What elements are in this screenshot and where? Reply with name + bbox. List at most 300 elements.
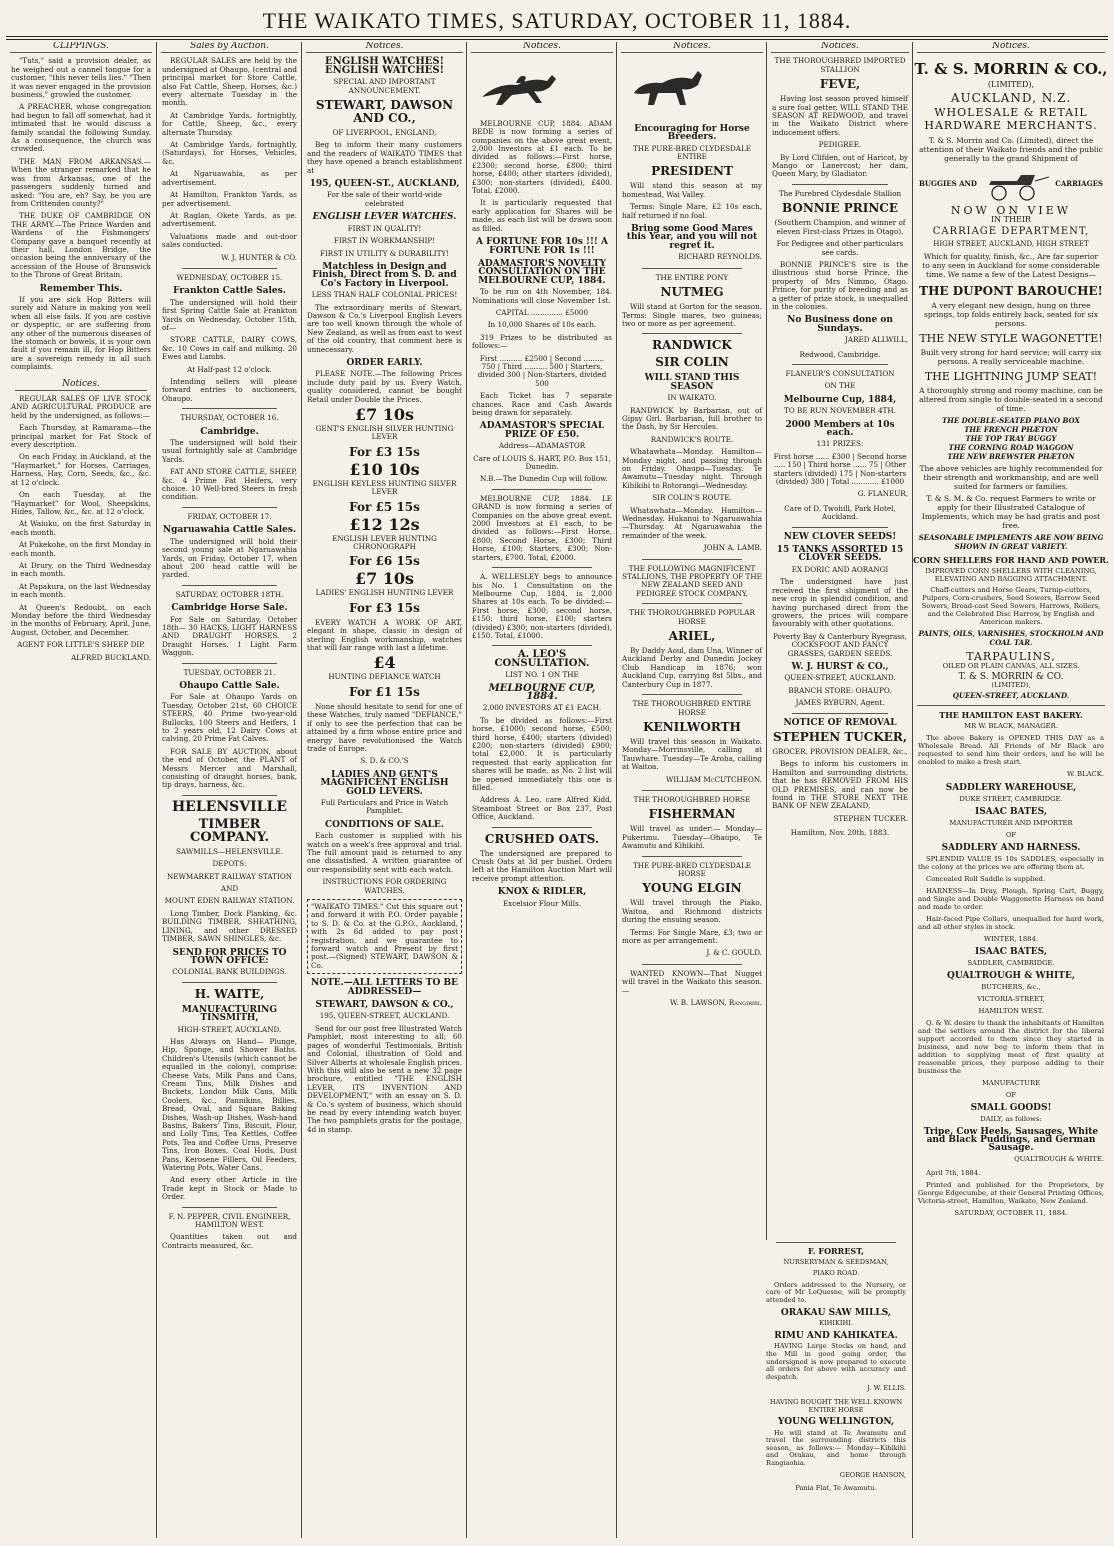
paragraph: Poverty Bay & Canterbury Ryegrass, COCKSFOOT AND FANCY GRASSES, GARDEN SEEDS. <box>772 631 908 658</box>
paragraph: The Purebred Clydesdale Stallion <box>778 188 902 198</box>
paragraph: Having lost season proved himself a sure foal getter, WILL STAND THE SEASON AT REDWOOD, and travel in the Waikato District where inducement offers. <box>772 94 908 137</box>
paragraph: At Half-past 12 o'clock. <box>187 364 272 374</box>
date-line: SATURDAY, OCTOBER 18TH. <box>175 589 284 599</box>
ad-city: AUCKLAND, N.Z. <box>950 90 1072 105</box>
address: QUEEN-STREET, AUCKLAND. <box>952 690 1070 700</box>
section-heading: 15 TANKS ASSORTED 15 CLOVER SEEDS. <box>776 545 904 564</box>
divider <box>182 507 277 508</box>
paragraph: By Daddy Aoul, dam Una. Winner of Auckland Derby and Dunedin Jockey Club Handicap in 1876; won Auckland Cup, carrying 8st 5lbs., and Canterbury Cup in 1877. <box>622 646 762 689</box>
paragraph: HIGH-STREET, AUCKLAND. <box>177 1024 282 1034</box>
imprint-date: SATURDAY, OCTOBER 11, 1884. <box>954 1208 1068 1217</box>
divider <box>492 645 592 646</box>
paragraph: At Waiuku, on the first Saturday in each month. <box>11 519 151 537</box>
paragraph: At Pukekohe, on the first Monday in each month. <box>11 540 151 558</box>
paragraph: AND <box>220 884 239 894</box>
divider <box>182 1207 277 1208</box>
paragraph: Which for quality, finish, &c., Are far superior to any seen in Auckland for some considerable time. We name a few of the Latest Designs— <box>922 251 1100 279</box>
paragraph: HAMILTON WEST. <box>978 1006 1044 1015</box>
horse-name: PRESIDENT <box>651 164 733 179</box>
section-heading: Tripe, Cow Heels, Sausages, White and Black Puddings, and German Sausage. <box>923 1126 1099 1153</box>
paragraph: Hamilton, Nov. 20th, 1883. <box>790 828 890 838</box>
paragraph: The undersigned are prepared to Crush Oats at 3d per bushel. Orders left at the Hamilton Auction Mart will receive prompt attention. <box>472 848 612 883</box>
paragraph: ON THE <box>824 381 856 391</box>
paragraph: SPECIAL AND IMPORTANT ANNOUNCEMENT. <box>333 77 436 95</box>
column-sales-by-auction <box>156 42 302 1538</box>
paragraph: Address A. Leo, care Alfred Kidd, Steamboat Street or Box 237, Post Office, Auckland. <box>472 795 612 822</box>
section-heading: Encouraging for Horse Breeders. <box>634 123 750 143</box>
paragraph: Orders addressed to the Nursery, or care of Mr LeQuesne, will be promptly attended to. <box>766 1280 906 1304</box>
paragraph: The above Bakery is OPENED THIS DAY as a Wholesale Bread. All Friends of Mr Black are requested to send him their orders, and he will be enabled to make a fresh start. <box>918 733 1104 766</box>
ad-subtitle: (LIMITED), <box>991 681 1031 690</box>
column-clippings <box>6 42 156 1538</box>
paragraph: EVERY WATCH A WORK OF ART, elegant in shape, classic in design of sterling English workmanship, watches that will fair range with last a lifetime. <box>307 617 462 653</box>
paragraph: HAVING Large Stocks on hand, and the Mill in good going order, the undersigned is now prepared to execute all orders for above with accuracy and despatch. <box>766 1342 906 1381</box>
paragraph: If you are sick Hop Bitters will surely aid Nature in making you well when all else fails. If you are costive or dyspeptic, or are suffering from any other of the numerous diseases of the stomach or bowels, it is your own fault if you remain ill, for Hop Bitters are a sovereign remedy in all such complaints. <box>11 294 151 372</box>
paragraph: A thoroughly strong and roomy machine, can be altered from single to double-seated in a second of time. <box>919 385 1103 413</box>
paragraph: THE ENTIRE PONY <box>655 272 729 282</box>
paragraph: Quantities taken out and Contracts measured, &c. <box>162 1232 297 1250</box>
column-heading: Notices. <box>471 42 613 53</box>
divider <box>792 184 888 185</box>
column-morrin <box>912 42 1109 1538</box>
paragraph: BONNIE PRINCE'S sire is the illustrious stud horse Prince, the property of Mrs Nimmo, Otago. Prince, for purity of breeding and as a getter of prize stock, is unequalled in the colonies. <box>772 259 908 311</box>
paragraph: ENGLISH KEYLESS HUNTING SILVER LEVER <box>312 478 457 497</box>
divider <box>182 585 277 586</box>
signature: RICHARD REYNOLDS. <box>678 252 762 262</box>
paragraph: REGULAR SALES OF LIVE STOCK AND AGRICULTURAL PRODUCE are held by the undersigned, as follows:— <box>11 394 151 420</box>
signature: G. FLANEUR, <box>857 489 908 499</box>
paragraph: 131 PRIZES: <box>816 439 864 449</box>
signature: WILLIAM McCUTCHEON. <box>665 774 762 784</box>
paragraph: 319 Prizes to be distributed as follows:— <box>472 332 612 351</box>
paragraph: NEWMARKET RAILWAY STATION <box>166 871 293 881</box>
paragraph: PLEASE NOTE.—The following Prices include duty paid by us. Every Watch, quality considered, cannot be bought Retail under Double the Prices. <box>307 369 462 404</box>
paragraph: STORE CATTLE, DAIRY COWS, &c. 10 Cows in calf and milking. 20 Ewes and Lambs. <box>162 335 297 362</box>
section-heading: CORN SHELLERS FOR HAND AND POWER. <box>913 554 1109 565</box>
paragraph: For the sale of their world-wide celebrated <box>326 190 443 208</box>
price: For £3 15s <box>349 600 420 615</box>
bottom-small-ads <box>766 1240 906 1538</box>
vehicle-list-item: THE CORNING ROAD WAGGON <box>948 442 1074 452</box>
section-heading: ADAMASTOR'S NOVELTY CONSULTATION ON THE MELBOURNE CUP, 1884. <box>477 258 607 286</box>
paragraph: MELBOURNE CUP, 1884. ADAM BEDE is now forming a series of companies on the above great event, 2,000 Investors at £1 each. To be divided as follows:—First horse, £2300; second horse, £800; third horse, £400; other starters (divided), £300; non-starters (divided), £400. Total, £2000. <box>472 118 612 196</box>
paragraph: BUTCHERS, &c., <box>981 982 1041 991</box>
paragraph: BRANCH STORE: OHAUPO. <box>788 685 892 695</box>
section-heading: KNOX & RIDLER, <box>497 887 587 898</box>
section-heading: SEND FOR PRICES TO TOWN OFFICE: <box>172 947 287 966</box>
paragraph: To be run on 4th November, 184. Nominations will close November 1st. <box>472 287 612 305</box>
address: 195, QUEEN-ST., AUCKLAND, <box>309 179 460 190</box>
paragraph: THE THOROUGHBRED POPULAR HORSE <box>629 608 755 626</box>
paragraph: A. WELLESLEY begs to announce his No. 1 Consultation on the Melbourne Cup, 1884, is 2,000 Shares at 10s each. To be divided:—First horse, £300; second horse, £150; third horse, £100; starters (divided) £300; non-starters (divided), £150. Total, £1000. <box>472 572 612 640</box>
divider <box>642 333 742 334</box>
paragraph: NURSERYMAN & SEEDSMAN, <box>783 1257 889 1266</box>
horse-name: RANDWICK <box>652 338 732 353</box>
section-heading: Melbourne Cup, 1884, <box>783 394 897 405</box>
paragraph: For Sale at Ohaupo Yards on Tuesday, October 21st, 60 CHOICE STEERS, 40 Prime two-year-old Bullocks, 100 Steers and Heifers, 1 to 2 years old, 12 Dairy Cows at calving, 20 Prime Fat Calves. <box>162 692 297 744</box>
paragraph: To be divided as follows:—First horse, £1000; second horse, £500; third horse, £400; starters (divided) £200; non-starters (divided) £900; total £2,000. It is particularly requested that early application for shares will be made, as No. 2 list will be opened immediately this one is filled. <box>472 715 612 793</box>
paragraph: Chaff-cutters and Horse Gears, Turnip-cutters, Pulpers, Corn-crushers, Seed Sowers, Barrow Seed Sowers, Broad-cast Seed Sowers, Harrows, Rollers, and the Celebrated Disc Harrow, by English and American makers. <box>921 586 1101 627</box>
signature: JARED ALLWILL, <box>845 335 908 345</box>
signature: W. BLACK. <box>1067 769 1104 778</box>
section-heading: Matchless in Design and Finish, Direct from S. D. and Co's Factory in Liverpool. <box>312 261 457 289</box>
column-heading: CLIPPINGS. <box>10 42 152 53</box>
paragraph: The extraordinary merits of Stewart, Dawson & Co.'s Liverpool English Levers are too well known through the whole of New Zealand, as well as from east to west of the old country, that comment here is unnecessary. <box>307 302 462 354</box>
signature: QUALTROUGH & WHITE. <box>1014 1154 1104 1163</box>
paragraph: The undersigned will hold their second young sale at Ngaruawahia Yards, on Friday, October 17, when about 200 head cattle will be yarded. <box>162 536 297 580</box>
paragraph: Whatawhata—Monday. Hamilton—Wednesday. Hukanui to Ngaruawahia—Thursday. At Ngaruawahia the remainder of the week. <box>622 505 762 540</box>
paragraph: DEPOTS: <box>212 859 247 869</box>
paragraph: Begs to inform his customers in Hamilton and surrounding districts, that he has REMOVED FROM HIS OLD PREMISES, and can now be found in THE STORE NEXT THE BANK OF NEW ZEALAND, <box>772 759 908 811</box>
section-heading: ORDER EARLY. <box>346 357 423 368</box>
prize-table: First .......... £2500 | Second ......... 750 | Third .......... 500 | Starters, divided 300 | Non-Starters, divided 500 <box>477 353 607 388</box>
ad-label: BUGGIES AND <box>919 179 977 189</box>
ad-subtitle: IN THEIR <box>990 214 1032 224</box>
divider <box>182 982 277 983</box>
paragraph: INSTRUCTIONS FOR ORDERING WATCHES. <box>322 877 447 895</box>
section-heading: Remember This. <box>39 283 123 294</box>
paragraph: GROCER, PROVISION DEALER, &c., <box>772 746 908 756</box>
paragraph: The undersigned will hold their first Spring Cattle Sale at Frankton Yards on Wednesday, October 15th, of— <box>162 297 297 332</box>
section-heading: SADDLERY AND HARNESS. <box>941 842 1081 853</box>
paragraph: 195, QUEEN-STREET, AUCKLAND. <box>319 1011 450 1021</box>
paragraph: VICTORIA-STREET, <box>977 994 1045 1003</box>
paragraph: "Tuts," said a provision dealer, as he weighed out a cannel tongue for a customer, "this never tells lies." "Then it was never engaged in the provision business," growled the customer. <box>11 56 151 100</box>
paragraph: Each Thursday, at Ramarama—the principal market for Fat Stock of every description. <box>11 423 151 450</box>
paragraph: AGENT FOR LITTLE'S SHEEP DIP. <box>17 640 145 650</box>
paragraph: THE THOROUGHBRED IMPORTED STALLION <box>774 56 906 74</box>
paragraph: Pania Flat, Te Awamutu. <box>795 1484 877 1493</box>
prize-table: First horse ...... £300 | Second horse ..... 150 | Third horse ...... 75 | Other starters (divided) 175 | Non-starters (divided) 300 | Total ............ £1000 <box>773 451 907 487</box>
section-heading: MANUFACTURING TINSMITH, <box>181 1004 278 1024</box>
paragraph: Each customer is supplied with his watch on a week's free approval and trial. The full amount paid is returned to any one dissatisfied. A written guarantee of our responsibility sent with each watch. <box>307 831 462 874</box>
section-heading: A FORTUNE FOR 10s !!! A FORTUNE FOR 1s !!! <box>476 237 608 256</box>
signature: T. & S. MORRIN & CO. <box>958 672 1064 683</box>
column-heading: Notices. <box>917 42 1105 53</box>
paragraph: FLANEUR'S CONSULTATION <box>785 368 895 378</box>
price: For £5 15s <box>349 499 420 514</box>
paragraph: Concealed Roll Saddle is supplied. <box>926 874 1046 883</box>
divider <box>776 1242 896 1243</box>
paragraph: THE THOROUGHBRED HORSE <box>633 794 751 804</box>
paragraph: OF LIVERPOOL, ENGLAND, <box>332 128 437 138</box>
divider <box>492 827 592 828</box>
paragraph: In 10,000 Shares of 10s each. <box>487 320 597 330</box>
ad-label: CARRIAGES <box>1055 179 1103 189</box>
paragraph: Will stand this season at my homestead, Wai Valley. <box>622 181 762 199</box>
section-heading: W. J. HURST & CO., <box>791 661 889 672</box>
paragraph: FIRST IN QUALITY! <box>347 223 422 233</box>
divider <box>642 603 742 604</box>
paragraph: SPLENDID VALUE IS 10s SADDLES, especially in the colony at the prices we are offering them at. <box>918 854 1104 871</box>
paragraph: At Queen's Redoubt, on each Monday before the third Wednesday in the months of February, April, June, August, October, and December. <box>11 602 151 637</box>
column-melbourne-cup <box>466 42 617 1538</box>
paragraph: LESS THAN HALF COLONIAL PRICES! <box>311 290 458 300</box>
paragraph: PIAKO ROAD. <box>812 1269 860 1278</box>
column-stewart-dawson <box>301 42 467 1538</box>
vehicle-list-item: THE NEW BREWSTER PHÆTON <box>947 451 1075 461</box>
signature: GEORGE HANSON, <box>839 1470 906 1479</box>
masthead-rule <box>6 36 1108 37</box>
ad-title: F. FORREST, <box>807 1246 865 1256</box>
section-heading: Bring some Good Mares this Year, and you will not regret it. <box>626 224 758 251</box>
paragraph: QUEEN-STREET, AUCKLAND. <box>784 673 896 683</box>
price: £4 <box>373 653 396 673</box>
paragraph: By Lord Clifden, out of Haricot, by Mango or Lanercost; her dam, Queen Mary, by Gladiator. <box>772 152 908 179</box>
section-heading: Frankton Cattle Sales. <box>173 286 286 297</box>
ad-title: STEWART, DAWSON AND CO., <box>315 98 454 126</box>
paragraph: DAILY, as follows: <box>980 1114 1042 1123</box>
paragraph: THE DUKE OF CAMBRIDGE ON THE ARMY.—The Prince Warden and Wardens of the Fishmongers' Company gave a banquet recently at their hall, London Bridge, the occasion being the anniversary of the accession of the House of Brunswick to the Throne of Great Britain. <box>11 211 151 280</box>
paragraph: Care of LOUIS S. HART, P.O. Box 151, Dunedin. <box>473 453 611 472</box>
section-heading: Ngaruawahia Cattle Sales. <box>162 525 297 536</box>
divider <box>642 694 742 695</box>
signature: W. B. LAWSON, Rangiriri. <box>670 998 762 1008</box>
price: For £6 15s <box>349 554 420 569</box>
paragraph: FAT AND STORE CATTLE, SHEEP, &c. 4 Prime Fat Heifers, very choice. 10 Well-bred Steers in fresh condition. <box>162 467 297 502</box>
paragraph: Hair-faced Pipe Collars, unequalled for hard work, and all other styles in stock. <box>918 914 1104 931</box>
horse-name: FISHERMAN <box>648 807 736 822</box>
section-heading: Cambridge Horse Sale. <box>171 603 288 614</box>
paragraph: HARNESS—In Dray, Plough, Spring Cart, Buggy, and Single and Double Waggonette Harness on hand and made to order. <box>918 886 1104 911</box>
signature: ISAAC BATES, <box>975 946 1047 957</box>
paragraph: Built very strong for hard service; will carry six persons. A really serviceable machine. <box>920 347 1102 366</box>
imprint: Printed and published for the Proprietors, by George Edgecumbe, at their General Printing Offices, Victoria-street, Hamilton, Waikato, New Zealand. <box>918 1180 1104 1205</box>
paragraph: IN WAIKATO. <box>667 393 717 403</box>
paragraph: A PREACHER, whose congregation had begun to fall off somewhat, had it intimated that he would discuss a family scandal the following Sunday. As a consequence, the church was crowded. <box>11 102 151 154</box>
section-heading: SEASONABLE IMPLEMENTS ARE NOW BEING SHOWN IN GREAT VARIETY. <box>918 532 1104 551</box>
paragraph: LADIES' ENGLISH HUNTING LEVER <box>315 588 454 598</box>
paragraph: The undersigned will hold their usual fortnightly sale at Cambridge Yards. <box>162 438 297 464</box>
paragraph: S. D. & CO.'S <box>360 756 409 766</box>
horse-illustration <box>622 63 712 111</box>
divider <box>182 408 277 409</box>
vehicle-list-item: THE FRENCH PHÆTON <box>964 424 1058 434</box>
paragraph: Will travel as under:— Monday—Pukerimu. Tuesday—Ohaupo, Te Awamutu and Kihikihi. <box>622 824 762 851</box>
paragraph: SAWMILLS—HELENSVILLE. <box>176 846 283 856</box>
ad-title: THE HAMILTON EAST BAKERY. <box>939 709 1083 720</box>
paragraph: A very elegant new design, hung on three springs, top folds entirely back, seated for six persons. <box>924 300 1098 328</box>
paragraph: MANUFACTURER AND IMPORTER <box>949 818 1073 827</box>
paragraph: GENT'S ENGLISH SILVER HUNTING LEVER <box>315 424 454 442</box>
paragraph: Q. & W. desire to thank the inhabitants of Hamilton and the settlers around the district for the liberal support accorded to them since they started in business, and now beg to inform them that in addition to supplying meat of first quality at reasonable prices, they purpose adding to their business the <box>918 1018 1104 1075</box>
divider <box>642 964 742 965</box>
divider <box>642 268 742 269</box>
divider <box>792 364 888 365</box>
price: £7 10s <box>354 569 415 589</box>
paragraph: MOUNT EDEN RAILWAY STATION. <box>164 896 295 906</box>
signature: J. W. ELLIS. <box>867 1384 906 1393</box>
paragraph: THE PURE-BRED CLYDESDALE ENTIRE <box>632 143 752 162</box>
paragraph: For Pedigree and other particulars see cards. <box>776 239 904 257</box>
divider <box>492 567 592 568</box>
date-line: THURSDAY, OCTOBER 16. <box>180 413 279 423</box>
ad-subtitle: (LIMITED), <box>987 80 1035 90</box>
section-heading: CONDITIONS OF SALE. <box>324 819 445 830</box>
paragraph: RANDWICK'S ROUTE. <box>650 434 734 444</box>
carriage-illustration-row <box>919 167 1103 201</box>
paragraph: HUNTING DEFIANCE WATCH <box>328 672 441 682</box>
paragraph: T. & S. M. & Co. request Farmers to write or apply for their Illustrated Catalogue of Implements, which may be had gratis and post free. <box>921 493 1101 530</box>
section-heading: ENGLISH LEVER WATCHES. <box>312 212 457 223</box>
paragraph: Will travel this season in Waikato. Monday—Morrinsville, calling at Tauwhare. Tuesday—Te Aroha, calling at Waitoa. <box>622 736 762 772</box>
paragraph: PEDIGREE. <box>818 140 862 150</box>
address: HIGH STREET, AUCKLAND, HIGH STREET <box>933 240 1089 249</box>
paragraph: ENGLISH LEVER HUNTING CHRONOGRAPH <box>332 533 437 552</box>
paragraph: At Hamilton, Frankton Yards, as per advertisement. <box>162 190 297 208</box>
ad-heading: NOW ON VIEW <box>950 204 1072 218</box>
paragraph: SADDLER, CAMBRIDGE. <box>967 958 1055 967</box>
paragraph: At Ngaruawahia, as per advertisement. <box>162 169 297 187</box>
section-heading: Ohaupo Cattle Sale. <box>179 680 280 691</box>
paragraph: At Drury, on the Third Wednesday in each month. <box>11 560 151 579</box>
paragraph: FIRST IN UTILITY & DURABILITY! <box>319 248 450 258</box>
paragraph: Has Always on Hand— Plunge, Hip, Sponge, and Shower Baths. Children's Utensils (which cannot be equalled in the colony), comprise: Cheese Vats, Milk Pans and Cans, Cream Tins, Milk Dishes and Buckets, London Milk Cans, Milk Coolers, &c., Pannikins, Billies, Bread, Oval, and Square Baking Dishes, Wash-up Dishes, Wash-hand Basins, Bakers' Tins, Biscuit, Flour, and Lolly Tins, Tea Kettles, Coffee Pots, Tea and Coffee Urns, Preserve Tins, Iron Boxes, Coal Hods, Dust Pans, Kerosene Fillers, Oil Feeders, Watering Pots, Water Cans. <box>162 1036 297 1173</box>
divider <box>642 790 742 791</box>
divider <box>182 795 277 796</box>
paragraph: KIHIKIHI. <box>819 1319 853 1328</box>
paragraph: SIR COLIN'S ROUTE. <box>652 493 732 503</box>
date-line: FRIDAY, OCTOBER 17. <box>187 511 272 521</box>
paragraph: Whatawhata—Monday. Hamilton—Monday night, and passing through on Friday. Ohaupo—Tuesday. Te Awamutu—Tuesday night. Through Kihikihi to Rotorangi—Wednesday. <box>622 447 762 490</box>
section-heading: SMALL GOODS! <box>970 1102 1052 1113</box>
ad-title: QUALTROUGH & WHITE, <box>947 970 1075 981</box>
ad-heading: CARRIAGE DEPARTMENT, <box>932 226 1090 238</box>
paragraph: April 7th, 1884. <box>926 1168 981 1177</box>
paragraph: Address—ADAMASTOR <box>498 441 586 451</box>
price: For £3 15s <box>349 444 420 459</box>
paragraph: 2,000 INVESTORS AT £1 EACH. <box>482 703 602 713</box>
signature: STEPHEN TUCKER. <box>833 813 908 823</box>
paragraph: And every other Article in the Trade kept in Stock or Made to Order. <box>162 1175 297 1202</box>
vehicle-list-item: THE DOUBLE-SEATED PIANO BOX <box>942 415 1080 425</box>
paragraph: On each Friday, in Auckland, at the "Haymarket," for Horses, Carriages, Harness, Hay, Corn, Seeds, &c., &c. at 12 o'clock. <box>11 452 151 487</box>
vehicle-title: THE NEW STYLE WAGONETTE! <box>919 331 1103 345</box>
paragraph: HAVING BOUGHT THE WELL KNOWN ENTIRE HORSE <box>769 1397 903 1414</box>
paragraph: Each Ticket has 7 separate chances. Race and Cash Awards being drawn for separately. <box>472 391 612 417</box>
section-heading: WILL STAND THIS SEASON <box>644 373 740 392</box>
section-heading: NOTE.—ALL LETTERS TO BE ADDRESSED— <box>311 978 458 997</box>
paragraph: Terms: Single Mare, £2 10s each, half returned if no foal. <box>622 202 762 220</box>
section-heading: RIMU AND KAHIKATEA. <box>774 1330 898 1341</box>
date-line: WEDNESDAY, OCTOBER 15. <box>176 272 283 282</box>
paragraph: T. & S. Morrin and Co. (Limited), direct the attention of their Waikato friends and the public generally to the grand Shipment of <box>919 136 1103 164</box>
paragraph: Care of D. Twohill, Park Hotel, Auckland. <box>784 503 896 522</box>
paragraph: WANTED KNOWN—That Nugget will travel in the Waikato this season.— <box>622 968 762 995</box>
paragraph: MELBOURNE CUP, 1884. LE GRAND is now forming a series of Companies on the above great event. 2000 Investors at £1 each, to be divided as follows:—First Horse, £800; Second Horse, £300; Third Horse, £100; Starters, £300; Non-starters, £700. Total, £2000. <box>472 493 612 562</box>
paragraph: It is particularly requested that early application for Shares will be made, as each list will be drawn soon as filled. <box>472 198 612 233</box>
section-heading: LADIES AND GENT'S MAGNIFICENT ENGLISH GOLD LEVERS. <box>320 769 449 797</box>
signature: W. J. HUNTER & CO. <box>221 252 297 262</box>
divider <box>492 489 592 490</box>
paragraph: Intending sellers will please forward entries to auctioneers, Ohaupo. <box>162 377 297 403</box>
ad-title: CRUSHED OATS. <box>484 831 600 846</box>
horse-name: YOUNG ELGIN <box>642 881 742 896</box>
paragraph: THE THOROUGHBRED ENTIRE HORSE <box>632 699 752 717</box>
paragraph: The undersigned have just received the first shipment of the new crop in splendid condition, and having purchased direct from the growers, the prices will compare favourably with other quotations. <box>772 577 908 629</box>
paragraph: Full Particulars and Price in Watch Pamphlet. <box>320 797 449 816</box>
paragraph: Send for our post free Illustrated Watch Pamphlet, most interesting to all; 60 pages of wonderful Testimonials, British and Colonial, illustration of Gold and Silver Alberts at wholesale English prices. With this will also be sent a new 32 page brochure, entitled "THE ENGLISH LEVER, ITS INVENTION AND DEVELOPMENT," with an essay on S. D. & Co.'s system of business, which should be read by every intending watch buyer. The two pamphlets gratis for the postage, 4d in stamp. <box>307 1023 462 1134</box>
paragraph: None should hesitate to send for one of these Watches, truly named "DEFIANCE," if only to see the perfection that can be attained by a firm whose entire price and energy have revolutionised the Watch trade of Europe. <box>307 701 462 753</box>
price: £12 12s <box>349 514 420 534</box>
paragraph: Excelsior Flour Mills. <box>502 898 582 908</box>
paragraph: N.B.—The Dunedin Cup will follow. <box>480 474 608 484</box>
paragraph: RANDWICK by Barbarian, out of Gipsy Girl. Barbarian, full brother to the Dash, by Sir Hercules. <box>622 405 762 432</box>
divider <box>642 856 742 857</box>
section-heading: NOTICE OF REMOVAL <box>783 717 897 728</box>
ad-title: T. & S. MORRIN & CO., <box>914 60 1108 79</box>
price: £7 10s <box>354 405 415 424</box>
divider <box>182 268 277 269</box>
paragraph: Beg to inform their many customers and the readers of WAIKATO TIMES that they have opened a branch establishment at <box>307 140 462 175</box>
paragraph: Will travel through the Piako, Waitoa, and Richmond districts during the ensuing season. <box>622 898 762 925</box>
paragraph: On each Tuesday, at the "Haymarket" for Wool, Sheepskins, Hides, Tallow, &c., &c. at 12 o'clock. <box>11 490 151 516</box>
paragraph: Will stand at Gorton for the season. Terms: Single mares, two guineas; two or more as per agreement. <box>622 302 762 328</box>
horse-name: BONNIE PRINCE <box>782 201 898 216</box>
horse-name: NUTMEG <box>660 285 724 300</box>
column-heading: Notices. <box>621 42 763 53</box>
paragraph: Redwood, Cambridge. <box>799 349 881 359</box>
ad-title: ENGLISH WATCHES! ENGLISH WATCHES! <box>324 56 445 76</box>
ad-title: ISAAC BATES, <box>975 806 1047 817</box>
paragraph: At Papakura, on the last Wednesday in each month. <box>11 581 151 600</box>
columns <box>6 42 1108 1538</box>
column-heading: Notices. <box>771 42 909 53</box>
paragraph: JAMES RYBURN, Agent. <box>795 698 885 708</box>
column-heading: Notices. <box>15 380 147 391</box>
paragraph: REGULAR SALES are held by the undersigned at Ohaupo, (central and principal market for Store Cattle, also Fat Cattle, Sheep, Horses, &c.) every alternate Tuesday in the month. <box>162 56 297 108</box>
horse-name: SIR COLIN <box>655 355 729 370</box>
paragraph: Valuations made and out-door sales conducted. <box>162 231 297 250</box>
paragraph: EX DORIC AND AORANGI <box>791 564 889 574</box>
paragraph: FOR SALE BY AUCTION, about the end of October, the PLANT of Messrs Mercer and Marshall, consisting of draught horses, bank, tip drays, harness, &c. <box>162 746 297 790</box>
carriage-illustration <box>981 167 1051 201</box>
ad-heading: WHOLESALE & RETAIL HARDWARE MERCHANTS. <box>924 106 1098 133</box>
section-heading: TARPAULINS, <box>966 650 1056 664</box>
ad-title: STEPHEN TUCKER, <box>772 729 908 744</box>
masthead: THE WAIKATO TIMES, SATURDAY, OCTOBER 11, 1884. <box>262 8 852 33</box>
paragraph: F. N. PEPPER, CIVIL ENGINEER, HAMILTON WEST. <box>168 1211 291 1230</box>
paragraph: At Cambridge Yards, fortnightly, for Cattle, Sheep, &c., every alternate Thursday. <box>162 110 297 137</box>
paragraph: FIRST IN WORKMANSHIP! <box>333 236 436 246</box>
paragraph: (Southern Champion, and winner of eleven First-class Prizes in Otago). <box>774 218 906 236</box>
paragraph: DUKE STREET, CAMBRIDGE. <box>959 794 1063 803</box>
paragraph: COLONIAL BANK BUILDINGS. <box>172 967 287 977</box>
signature: JOHN A. LAMB. <box>703 543 762 553</box>
paragraph: Long Timber, Dock Planking, &c. BUILDING TIMBER, SHEATHING, LINING, and other DRESSED TIMBER, SAWN SHINGLES, &c. <box>162 908 297 944</box>
ad-title: TIMBER COMPANY. <box>190 816 269 845</box>
ad-title: HELENSVILLE <box>171 798 288 815</box>
paragraph: CAPITAL .............. £5000 <box>495 307 589 317</box>
paragraph: WINTER, 1884. <box>983 934 1038 943</box>
section-heading: STEWART, DAWSON & CO., <box>315 1000 454 1011</box>
paragraph: OF <box>1005 830 1017 839</box>
paragraph: MR W. BLACK, MANAGER. <box>964 721 1058 730</box>
vehicle-title: THE DUPONT BAROUCHE! <box>919 283 1103 298</box>
paragraph: At Cambridge Yards, fortnightly, (Saturdays), for Horses, Vehicles, &c. <box>162 140 297 166</box>
ad-title: H. WAITE, <box>194 986 265 1001</box>
masthead-rule-2 <box>6 39 1108 40</box>
price: £10 10s <box>349 459 420 479</box>
signature: J. & C. GOULD. <box>706 948 762 958</box>
divider <box>917 705 1105 706</box>
paragraph: THE MAN FROM ARKANSAS.—When the stranger remarked that he was from Arkansas, one of the passengers suddenly turned and asked: "You are, eh? Say, be you are from Crittenden county?" <box>11 156 151 208</box>
paragraph: TO BE RUN NOVEMBER 4TH. <box>784 406 896 416</box>
paragraph: OF <box>1005 1090 1017 1099</box>
paragraph: The above vehicles are highly recommended for their strength and workmanship, and are well suited for farmers or families. <box>919 463 1103 491</box>
price: For £1 15s <box>349 684 420 699</box>
section-heading: NEW CLOVER SEEDS! <box>783 531 897 542</box>
